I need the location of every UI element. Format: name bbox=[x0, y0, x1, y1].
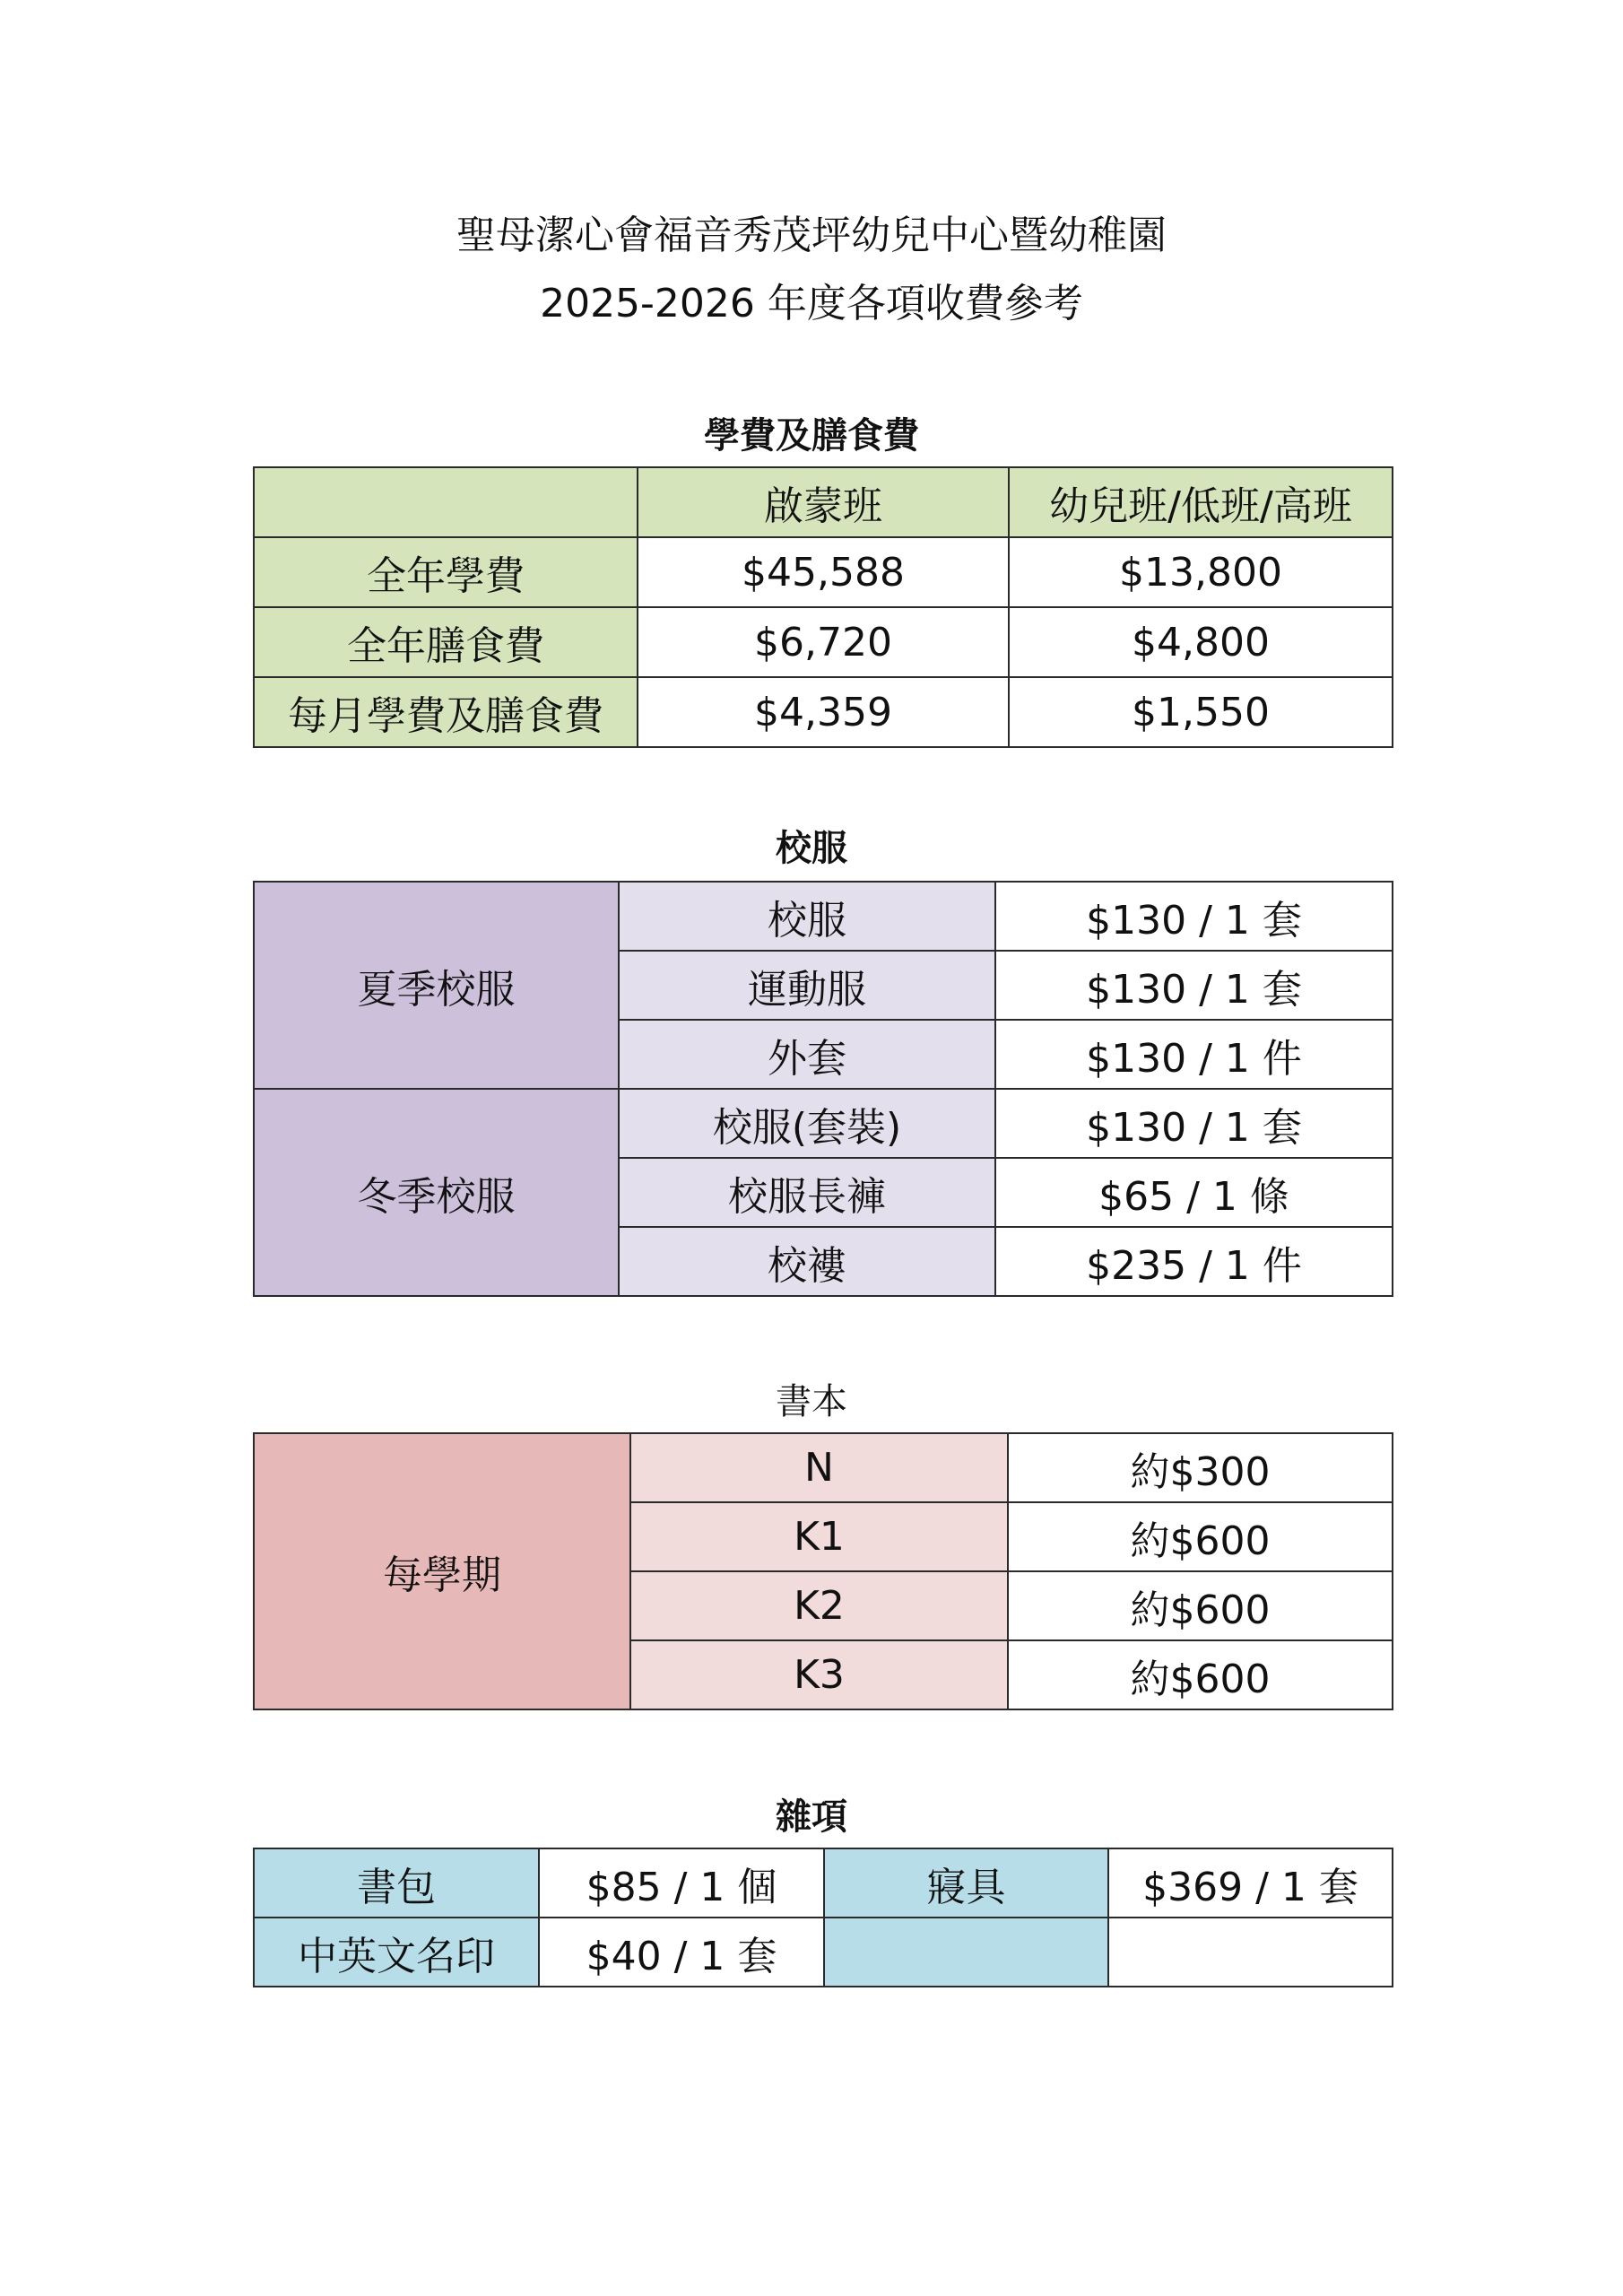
price-cell: $235 / 1 件 bbox=[995, 1227, 1393, 1296]
price-cell: $6,720 bbox=[638, 607, 1009, 677]
table-row bbox=[254, 1918, 1393, 1987]
misc-table bbox=[253, 1848, 1393, 1987]
price-cell: $65 / 1 條 bbox=[995, 1158, 1393, 1227]
table-row bbox=[254, 1089, 1393, 1158]
page-title-line1: 聖母潔心會福音秀茂坪幼兒中心暨幼稚園 bbox=[456, 213, 1167, 258]
section-title-tuition: 學費及膳食費 bbox=[704, 415, 919, 457]
group-label: 每學期 bbox=[254, 1433, 630, 1709]
item-name bbox=[824, 1918, 1108, 1987]
section-title-misc: 雜項 bbox=[776, 1796, 847, 1838]
item-name: 書包 bbox=[254, 1848, 539, 1918]
level-cell: N bbox=[630, 1433, 1008, 1502]
item-name: 校服(套裝) bbox=[619, 1089, 995, 1158]
level-cell: K3 bbox=[630, 1640, 1008, 1709]
price-cell: 約$600 bbox=[1008, 1571, 1393, 1640]
level-cell: K2 bbox=[630, 1571, 1008, 1640]
item-name: 中英文名印 bbox=[254, 1918, 539, 1987]
price-cell: 約$600 bbox=[1008, 1640, 1393, 1709]
item-name: 校服長褲 bbox=[619, 1158, 995, 1227]
item-name: 寢具 bbox=[824, 1848, 1108, 1918]
price-cell: $45,588 bbox=[638, 537, 1009, 607]
price-cell: $4,800 bbox=[1009, 607, 1393, 677]
group-label: 冬季校服 bbox=[254, 1089, 619, 1296]
table-header-cell: 啟蒙班 bbox=[638, 467, 1009, 537]
table-row bbox=[254, 537, 1393, 607]
row-label: 每月學費及膳食費 bbox=[254, 677, 638, 747]
table-header-cell: 幼兒班/低班/高班 bbox=[1009, 467, 1393, 537]
item-name: 運動服 bbox=[619, 951, 995, 1020]
price-cell: $1,550 bbox=[1009, 677, 1393, 747]
table-row bbox=[254, 882, 1393, 951]
row-label: 全年膳食費 bbox=[254, 607, 638, 677]
page-title bbox=[0, 202, 1623, 338]
table-row bbox=[254, 607, 1393, 677]
section-title-books: 書本 bbox=[776, 1381, 847, 1422]
item-name: 外套 bbox=[619, 1020, 995, 1089]
uniform-table bbox=[253, 881, 1393, 1297]
page-title-line2: 2025-2026 年度各項收費參考 bbox=[540, 281, 1083, 326]
price-cell: $130 / 1 件 bbox=[995, 1020, 1393, 1089]
tuition-table bbox=[253, 466, 1393, 748]
section-title-uniform: 校服 bbox=[776, 828, 847, 869]
price-cell: 約$600 bbox=[1008, 1502, 1393, 1571]
price-cell: $369 / 1 套 bbox=[1108, 1848, 1393, 1918]
table-header-cell bbox=[254, 467, 638, 537]
price-cell: $130 / 1 套 bbox=[995, 951, 1393, 1020]
table-row bbox=[254, 1848, 1393, 1918]
price-cell: $130 / 1 套 bbox=[995, 1089, 1393, 1158]
item-name: 校褸 bbox=[619, 1227, 995, 1296]
price-cell: $85 / 1 個 bbox=[539, 1848, 824, 1918]
price-cell: 約$300 bbox=[1008, 1433, 1393, 1502]
price-cell: $4,359 bbox=[638, 677, 1009, 747]
price-cell: $13,800 bbox=[1009, 537, 1393, 607]
group-label: 夏季校服 bbox=[254, 882, 619, 1089]
table-row bbox=[254, 677, 1393, 747]
price-cell bbox=[1108, 1918, 1393, 1987]
price-cell: $130 / 1 套 bbox=[995, 882, 1393, 951]
books-table bbox=[253, 1432, 1393, 1710]
level-cell: K1 bbox=[630, 1502, 1008, 1571]
price-cell: $40 / 1 套 bbox=[539, 1918, 824, 1987]
table-row bbox=[254, 467, 1393, 537]
item-name: 校服 bbox=[619, 882, 995, 951]
row-label: 全年學費 bbox=[254, 537, 638, 607]
table-row bbox=[254, 1433, 1393, 1502]
